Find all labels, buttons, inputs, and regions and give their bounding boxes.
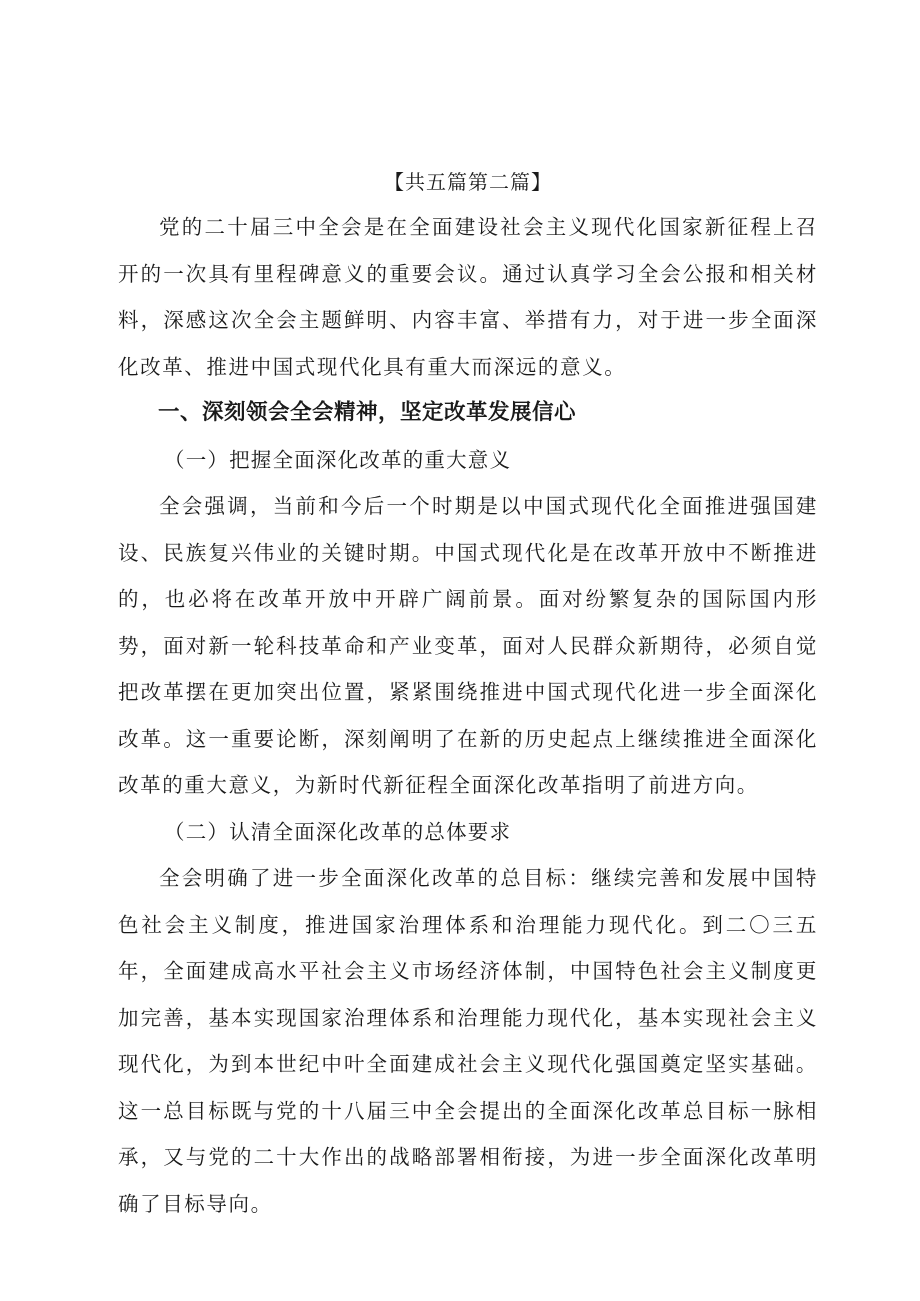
document-body	[118, 164, 818, 1227]
subsection-1-paragraph: 全会强调，当前和今后一个时期是以中国式现代化全面推进强国建设、民族复兴伟业的关键时期。中国式现代化是在改革开放中不断推进的，也必将在改革开放中开辟广阔前景。面对纷繁复杂的国际国内形势，面对新一轮科技革命和产业变革，面对人民群众新期待，必须自觉把改革摆在更加突出位置，紧紧围绕推进中国式现代化进一步全面深化改革。这一重要论断，深刻阐明了在新的历史起点上继续推进全面深化改革的重大意义，为新时代新征程全面深化改革指明了前进方向。	[118, 494, 818, 797]
intro-paragraph: 党的二十届三中全会是在全面建设社会主义现代化国家新征程上召开的一次具有里程碑意义的重要会议。通过认真学习全会公报和相关材料，深感这次全会主题鲜明、内容丰富、举措有力，对于进一步全面深化改革、推进中国式现代化具有重大而深远的意义。	[118, 215, 818, 379]
subsection-2-paragraph: 全会明确了进一步全面深化改革的总目标：继续完善和发展中国特色社会主义制度，推进国家治理体系和治理能力现代化。到二〇三五年，全面建成高水平社会主义市场经济体制，中国特色社会主义制度更加完善，基本实现国家治理体系和治理能力现代化，基本实现社会主义现代化，为到本世纪中叶全面建成社会主义现代化强国奠定坚实基础。这一总目标既与党的十八届三中全会提出的全面深化改革总目标一脉相承，又与党的二十大作出的战略部署相衔接，为进一步全面深化改革明确了目标导向。	[118, 866, 818, 1216]
section-heading-1: 一、深刻领会全会精神，坚定改革发展信心	[158, 400, 577, 425]
subsection-heading-1: （一）把握全面深化改革的重大意义	[164, 447, 512, 472]
series-label: 【共五篇第二篇】	[384, 170, 552, 194]
subsection-heading-2: （二）认清全面深化改革的总体要求	[164, 819, 512, 844]
